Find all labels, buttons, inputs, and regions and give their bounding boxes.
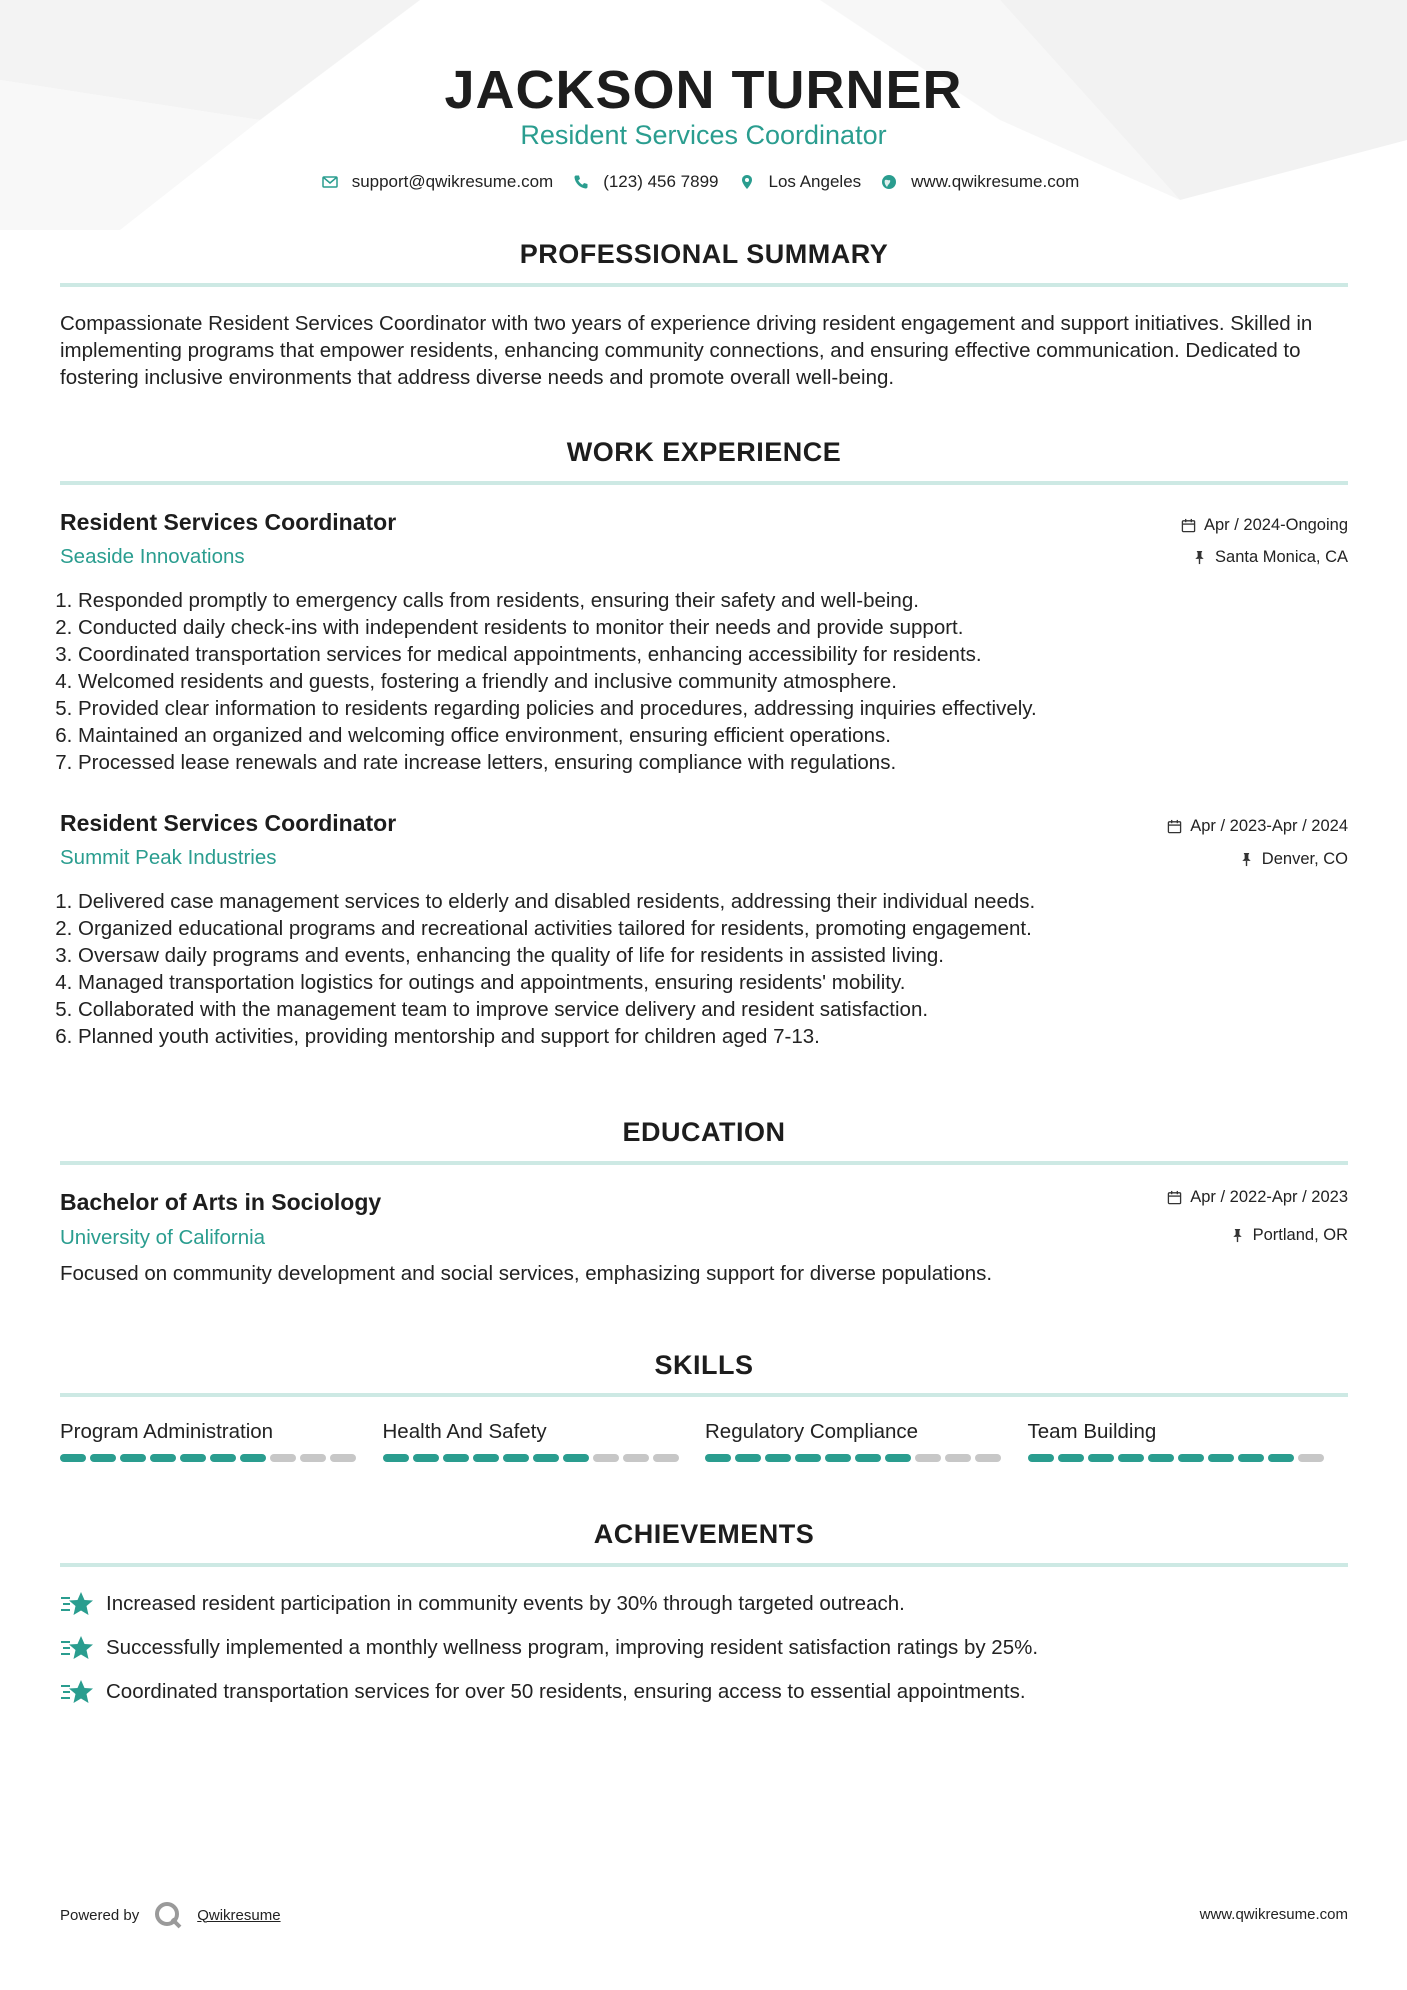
achievement-item bbox=[60, 1634, 1038, 1662]
education-location-text: Portland, OR bbox=[1252, 1226, 1348, 1244]
education-heading: EDUCATION bbox=[622, 1117, 786, 1147]
list-item: 7. Processed lease renewals and rate increase letters, ensuring compliance with regulations. bbox=[78, 749, 1368, 776]
skill-segment-filled bbox=[503, 1454, 529, 1462]
job-bullet-list bbox=[54, 888, 1368, 1050]
skill-segment-empty bbox=[975, 1454, 1001, 1462]
job-company: Seaside Innovations bbox=[60, 545, 245, 568]
skill-segment-filled bbox=[120, 1454, 146, 1462]
job-dates-text: Apr / 2023-Apr / 2024 bbox=[1190, 817, 1348, 835]
skill-name: Health And Safety bbox=[382, 1420, 547, 1443]
job-location-text: Denver, CO bbox=[1261, 850, 1348, 868]
list-item: 6. Maintained an organized and welcoming office environment, ensuring efficient operations. bbox=[78, 722, 1368, 749]
skill-item bbox=[705, 1420, 1028, 1462]
contact-location bbox=[739, 172, 862, 192]
candidate-name: JACKSON TURNER bbox=[444, 60, 963, 120]
job-company: Summit Peak Industries bbox=[60, 846, 277, 869]
summary-text: Compassionate Resident Services Coordinator with two years of experience driving resident engagement and support initiatives. Skilled in implementing programs that empower residents, enhancing community connections, and ensuring effective communication. Dedicated to fostering inclusive environments that address diverse needs and promote overall well-being. bbox=[60, 312, 1313, 389]
skill-segment-empty bbox=[1298, 1454, 1324, 1462]
skill-level-bar bbox=[383, 1454, 706, 1462]
job-dates bbox=[1167, 817, 1348, 836]
list-item: 1. Delivered case management services to elderly and disabled residents, addressing their individual needs. bbox=[78, 888, 1368, 915]
skill-segment-filled bbox=[1268, 1454, 1294, 1462]
education-dates-text: Apr / 2022-Apr / 2023 bbox=[1190, 1188, 1348, 1206]
job-dates bbox=[1181, 516, 1348, 535]
job-title: Resident Services Coordinator bbox=[60, 810, 397, 836]
achievement-item bbox=[60, 1590, 905, 1618]
map-pin-icon bbox=[739, 174, 755, 190]
skill-segment-filled bbox=[60, 1454, 86, 1462]
envelope-icon bbox=[322, 174, 338, 190]
skill-segment-filled bbox=[1058, 1454, 1084, 1462]
skill-segment-filled bbox=[735, 1454, 761, 1462]
pushpin-icon bbox=[1239, 852, 1254, 867]
job-bullet-list bbox=[54, 587, 1368, 776]
skill-segment-filled bbox=[1208, 1454, 1234, 1462]
skill-segment-filled bbox=[1028, 1454, 1054, 1462]
education-dates bbox=[1167, 1188, 1348, 1207]
skill-segment-filled bbox=[1118, 1454, 1144, 1462]
contact-website[interactable] bbox=[881, 172, 1079, 192]
skills-list bbox=[60, 1420, 1350, 1462]
contact-email[interactable] bbox=[322, 172, 554, 192]
skill-name: Team Building bbox=[1027, 1420, 1157, 1443]
skill-segment-empty bbox=[653, 1454, 679, 1462]
skill-segment-empty bbox=[623, 1454, 649, 1462]
school-name: University of California bbox=[60, 1226, 266, 1249]
powered-by-label: Powered by bbox=[60, 1906, 140, 1924]
skill-item bbox=[1028, 1420, 1351, 1462]
skill-segment-empty bbox=[915, 1454, 941, 1462]
website-text: www.qwikresume.com bbox=[911, 172, 1080, 191]
achievements-divider bbox=[60, 1563, 1348, 1567]
skill-segment-filled bbox=[855, 1454, 881, 1462]
skill-segment-filled bbox=[533, 1454, 559, 1462]
star-icon bbox=[60, 1590, 94, 1618]
achievement-text: Successfully implemented a monthly wellness program, improving resident satisfaction ratings by 25%. bbox=[106, 1636, 1039, 1659]
contact-phone[interactable] bbox=[573, 172, 718, 192]
star-icon bbox=[60, 1678, 94, 1706]
job-location bbox=[1192, 548, 1348, 567]
list-item: 3. Oversaw daily programs and events, enhancing the quality of life for residents in assisted living. bbox=[78, 942, 1368, 969]
list-item: 4. Welcomed residents and guests, fostering a friendly and inclusive community atmosphere. bbox=[78, 668, 1368, 695]
skill-segment-filled bbox=[473, 1454, 499, 1462]
skill-segment-filled bbox=[705, 1454, 731, 1462]
education-description: Focused on community development and social services, emphasizing support for diverse populations. bbox=[60, 1262, 993, 1285]
skill-level-bar bbox=[1028, 1454, 1351, 1462]
qwikresume-logo-icon bbox=[153, 1900, 183, 1930]
skill-segment-filled bbox=[1088, 1454, 1114, 1462]
list-item: 5. Collaborated with the management team to improve service delivery and resident satisfaction. bbox=[78, 996, 1368, 1023]
list-item: 4. Managed transportation logistics for outings and appointments, ensuring residents' mobility. bbox=[78, 969, 1368, 996]
star-icon bbox=[60, 1634, 94, 1662]
skills-heading: SKILLS bbox=[654, 1350, 754, 1380]
phone-text: (123) 456 7899 bbox=[603, 172, 719, 191]
skill-segment-filled bbox=[1238, 1454, 1264, 1462]
skill-segment-empty bbox=[330, 1454, 356, 1462]
list-item: 2. Organized educational programs and recreational activities tailored for residents, promoting engagement. bbox=[78, 915, 1368, 942]
skill-item bbox=[60, 1420, 383, 1462]
education-location bbox=[1230, 1226, 1348, 1245]
skill-segment-empty bbox=[593, 1454, 619, 1462]
skill-segment-empty bbox=[945, 1454, 971, 1462]
calendar-icon bbox=[1181, 518, 1196, 533]
achievement-text: Coordinated transportation services for over 50 residents, ensuring access to essential appointments. bbox=[106, 1680, 1026, 1703]
list-item: 2. Conducted daily check-ins with independent residents to monitor their needs and provide support. bbox=[78, 614, 1368, 641]
job-location-text: Santa Monica, CA bbox=[1215, 548, 1348, 566]
brand-link[interactable]: Qwikresume bbox=[197, 1906, 281, 1924]
skill-level-bar bbox=[60, 1454, 383, 1462]
location-text: Los Angeles bbox=[768, 172, 862, 191]
skill-segment-filled bbox=[825, 1454, 851, 1462]
skill-segment-filled bbox=[563, 1454, 589, 1462]
list-item: 5. Provided clear information to residents regarding policies and procedures, addressing inquiries effectively. bbox=[78, 695, 1368, 722]
skill-name: Regulatory Compliance bbox=[705, 1420, 919, 1443]
footer-powered-by bbox=[60, 1900, 281, 1930]
pushpin-icon bbox=[1230, 1228, 1245, 1243]
skill-segment-empty bbox=[270, 1454, 296, 1462]
skill-name: Program Administration bbox=[60, 1420, 274, 1443]
skill-segment-filled bbox=[180, 1454, 206, 1462]
skill-item bbox=[383, 1420, 706, 1462]
list-item: 1. Responded promptly to emergency calls from residents, ensuring their safety and well-being. bbox=[78, 587, 1368, 614]
education-divider bbox=[60, 1161, 1348, 1165]
job-dates-text: Apr / 2024-Ongoing bbox=[1203, 516, 1348, 534]
skill-segment-filled bbox=[765, 1454, 791, 1462]
pushpin-icon bbox=[1192, 550, 1207, 565]
skill-segment-filled bbox=[90, 1454, 116, 1462]
calendar-icon bbox=[1167, 1190, 1182, 1205]
skill-segment-filled bbox=[443, 1454, 469, 1462]
skills-divider bbox=[60, 1393, 1348, 1397]
experience-divider bbox=[60, 481, 1348, 485]
job-title: Resident Services Coordinator bbox=[60, 509, 397, 535]
skill-level-bar bbox=[705, 1454, 1028, 1462]
phone-icon bbox=[573, 174, 589, 190]
calendar-icon bbox=[1167, 819, 1182, 834]
skill-segment-filled bbox=[885, 1454, 911, 1462]
achievements-heading: ACHIEVEMENTS bbox=[593, 1519, 815, 1549]
experience-heading: WORK EXPERIENCE bbox=[566, 437, 842, 467]
summary-heading: PROFESSIONAL SUMMARY bbox=[519, 239, 889, 269]
summary-divider bbox=[60, 283, 1348, 287]
skill-segment-filled bbox=[240, 1454, 266, 1462]
degree-title: Bachelor of Arts in Sociology bbox=[60, 1189, 382, 1215]
skill-segment-empty bbox=[300, 1454, 326, 1462]
candidate-title: Resident Services Coordinator bbox=[520, 120, 887, 150]
skill-segment-filled bbox=[150, 1454, 176, 1462]
skill-segment-filled bbox=[1148, 1454, 1174, 1462]
globe-icon bbox=[881, 174, 897, 190]
achievement-item bbox=[60, 1678, 1026, 1706]
skill-segment-filled bbox=[795, 1454, 821, 1462]
skill-segment-filled bbox=[383, 1454, 409, 1462]
achievement-text: Increased resident participation in community events by 30% through targeted outreach. bbox=[106, 1592, 905, 1615]
list-item: 3. Coordinated transportation services for medical appointments, enhancing accessibility for residents. bbox=[78, 641, 1368, 668]
job-location bbox=[1239, 850, 1348, 869]
skill-segment-filled bbox=[210, 1454, 236, 1462]
footer-website-link[interactable]: www.qwikresume.com bbox=[1199, 1906, 1348, 1923]
list-item: 6. Planned youth activities, providing mentorship and support for children aged 7-13. bbox=[78, 1023, 1368, 1050]
email-text: support@qwikresume.com bbox=[351, 172, 554, 191]
skill-segment-filled bbox=[1178, 1454, 1204, 1462]
contact-bar bbox=[0, 172, 1407, 192]
skill-segment-filled bbox=[413, 1454, 439, 1462]
